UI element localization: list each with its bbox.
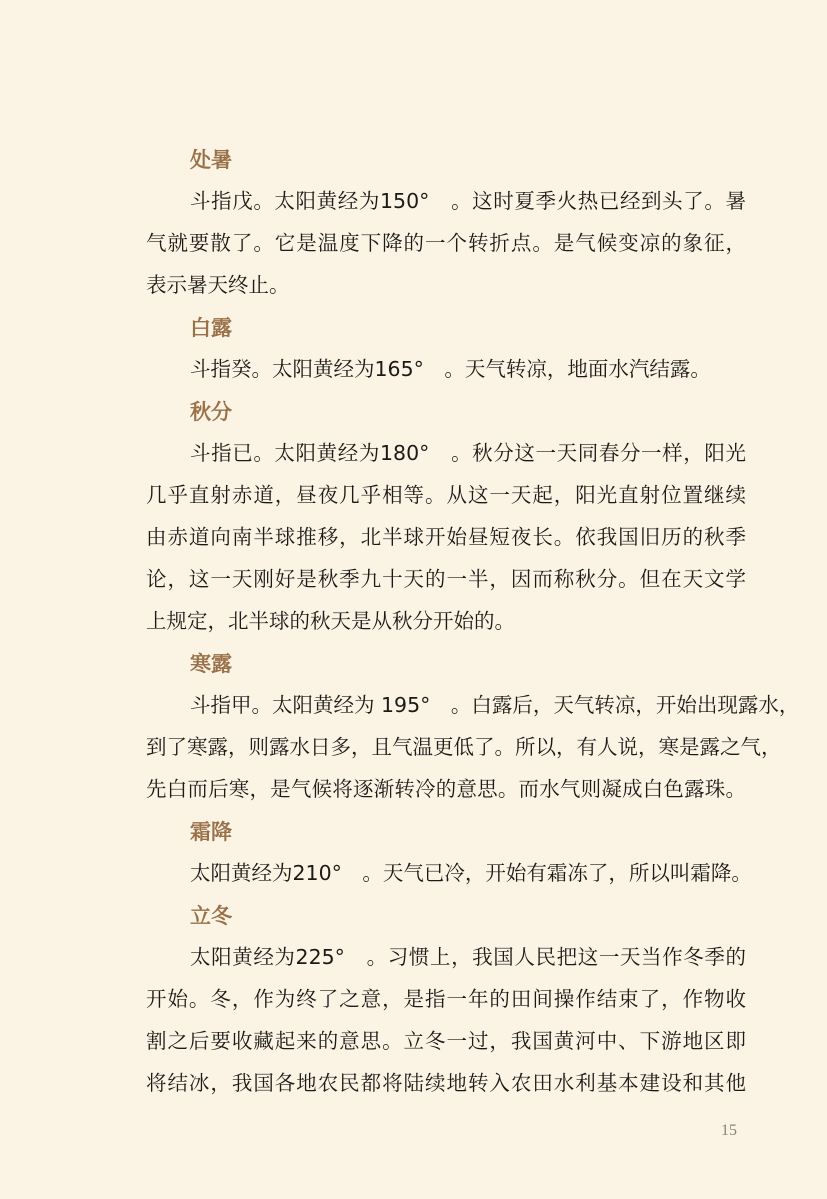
text-line: 太阳黄经为225° 。习惯上，我国人民把这一天当作冬季的 [190,945,746,969]
section-body-bailu [146,348,746,390]
section-title-shuangjiang: 霜降 [190,820,232,844]
text-line: 表示暑天终止。 [146,273,290,297]
text-line: 上规定，北半球的秋天是从秋分开始的。 [146,609,515,633]
section-body-shuangjiang [146,852,752,894]
section-body-chushu [146,180,746,306]
section-title-qiufen: 秋分 [190,400,232,424]
text-line: 论，这一天刚好是秋季九十天的一半，因而称秋分。但在天文学 [146,567,746,591]
section-body-qiufen [146,432,746,642]
text-line: 割之后要收藏起来的意思。立冬一过，我国黄河中、下游地区即 [146,1029,746,1053]
section-title-lidong: 立冬 [190,904,232,928]
text-line: 几乎直射赤道，昼夜几乎相等。从这一天起，阳光直射位置继续 [146,483,746,507]
text-line: 先白而后寒，是气候将逐渐转冷的意思。而水气则凝成白色露珠。 [146,777,746,801]
section-title-bailu: 白露 [190,316,232,340]
text-line: 斗指已。太阳黄经为180° 。秋分这一天同春分一样，阳光 [190,441,746,465]
text-line: 斗指甲。太阳黄经为 195° 。白露后，天气转凉，开始出现露水， [190,693,800,717]
page-number: 15 [721,1122,737,1139]
text-line: 太阳黄经为210° 。天气已冷，开始有霜冻了，所以叫霜降。 [190,861,752,885]
text-line: 到了寒露，则露水日多，且气温更低了。所以，有人说，寒是露之气， [146,735,782,759]
text-line: 斗指癸。太阳黄经为165° 。天气转凉，地面水汽结露。 [190,357,711,381]
section-body-lidong [146,936,746,1104]
section-title-chushu: 处暑 [190,148,232,172]
text-line: 气就要散了。它是温度下降的一个转折点。是气候变凉的象征， [146,231,746,255]
section-body-hanlu [146,684,800,810]
text-line: 将结冰，我国各地农民都将陆续地转入农田水利基本建设和其他 [146,1071,746,1095]
section-title-hanlu: 寒露 [190,652,232,676]
page-content [146,140,800,1104]
text-line: 开始。冬，作为终了之意，是指一年的田间操作结束了，作物收 [146,987,746,1011]
text-line: 由赤道向南半球推移，北半球开始昼短夜长。依我国旧历的秋季 [146,525,746,549]
text-line: 斗指戊。太阳黄经为150° 。这时夏季火热已经到头了。暑 [190,189,746,213]
